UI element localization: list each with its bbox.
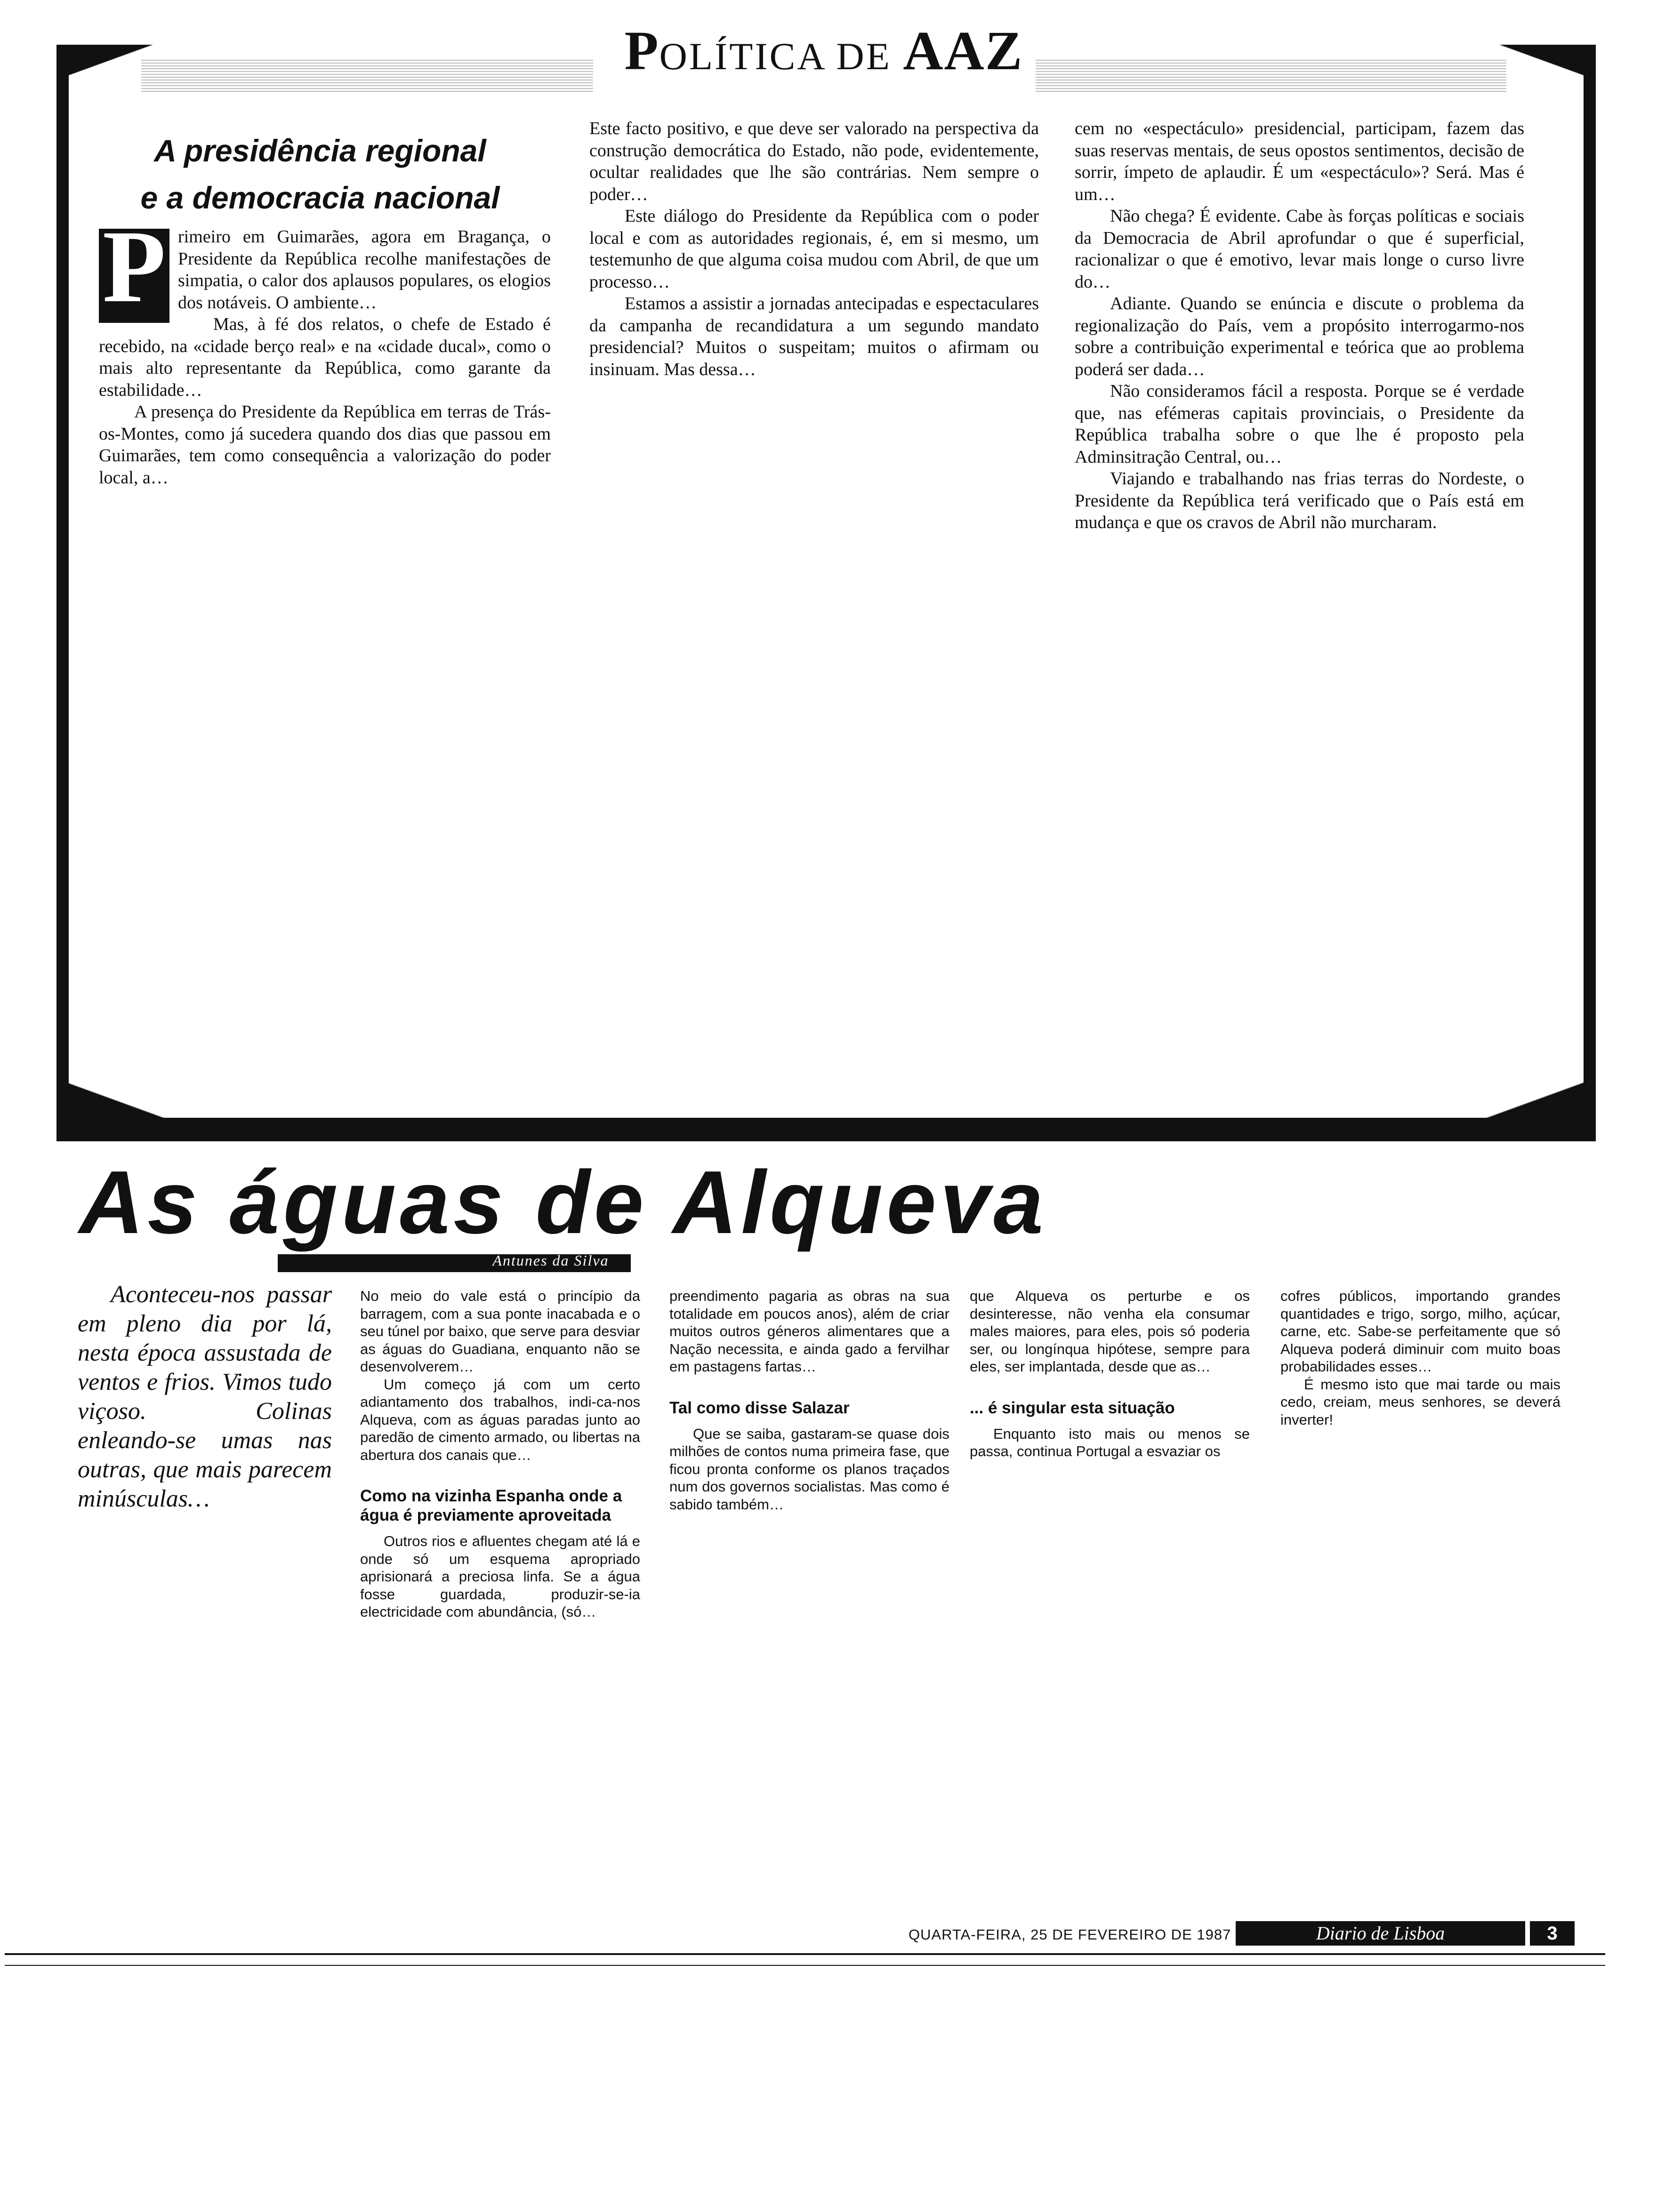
paragraph: Adiante. Quando se enúncia e discute o problema da regionalização do País, vem a propósito interrogarmo-nos sobre a contribuição experimental e teórica que ao problema poderá ser dada… <box>1075 294 1524 379</box>
bottom-rule <box>5 1953 1605 1955</box>
drop-cap: P <box>99 229 169 323</box>
paragraph: É mesmo isto que mai tarde ou mais cedo, creiam, meus senhores, se deverá inverter! <box>1280 1376 1560 1428</box>
editorial-column-1 <box>99 209 551 489</box>
article-column-3 <box>970 1287 1250 1460</box>
paragraph: Mas, à fé dos relatos, o chefe de Estado é recebido, na «cidade berço real» e na «cidade ducal», como o mais alto representante da República, como garante da estabilidade… <box>99 314 551 400</box>
paragraph: Enquanto isto mais ou menos se passa, continua Portugal a esvaziar os <box>970 1425 1250 1459</box>
paragraph: Não chega? É evidente. Cabe às forças políticas e sociais da Democracia de Abril aprofundar o que é superficial, racionalizar o que é emotivo, levar mais longe o curso livre do… <box>1075 206 1524 292</box>
header-hatch-left <box>141 59 593 92</box>
header-hatch-right <box>1036 59 1506 92</box>
paragraph: rimeiro em Guimarães, agora em Bragança, o Presidente da República recolhe manifestações de simpatia, o calor dos aplausos populares, os elogios dos notáveis. O ambiente… <box>178 227 551 313</box>
article-column-4 <box>1280 1287 1560 1428</box>
editorial-title: A presidência regional e a democracia nacional <box>140 133 500 215</box>
paragraph: preendimento pagaria as obras na sua totalidade em poucos anos), além de criar muitos outros géneros alimentares que a Nação necessita, e ainda gado a fervilhar em pastagens fartas… <box>669 1288 949 1375</box>
byline: Antunes da Silva <box>492 1252 609 1269</box>
paragraph: Outros rios e afluentes chegam até lá e onde só um esquema apropriado aprisionará a preciosa linfa. Se a água fosse guardada, produzir-se-ia electricidade com abundância, (só… <box>360 1533 640 1620</box>
footer-date: QUARTA-FEIRA, 25 DE FEVEREIRO DE 1987 <box>909 1926 1231 1943</box>
editorial-column-2 <box>589 118 1039 380</box>
article-column-1 <box>360 1287 640 1621</box>
page-number: 3 <box>1530 1921 1575 1946</box>
bottom-rule-thin <box>5 1965 1605 1966</box>
paragraph: Este facto positivo, e que deve ser valorado na perspectiva da construção democrática do Estado, não pode, evidentemente, ocultar realidades que lhe são contrárias. Nem sempre o poder… <box>589 119 1039 204</box>
paragraph: Um começo já com um certo adiantamento dos trabalhos, indi-ca-nos Alqueva, com as águas paradas junto ao paredão de cimento armado, ou libertas na abertura dos canais que… <box>360 1376 640 1463</box>
paragraph: cem no «espectáculo» presidencial, participam, fazem das suas reservas mentais, de seus opostos sentimentos, decisão de sorrir, ímpeto de aplaudir. É um «espectáculo»? Será. Mas é um… <box>1075 119 1524 204</box>
editorial-column-3 <box>1075 118 1524 534</box>
paragraph: cofres públicos, importando grandes quantidades e trigo, sorgo, milho, açúcar, carne, etc. Sabe-se perfeitamente que só Alqueva poderá diminuir com muito boas probabilidades esses… <box>1280 1288 1560 1375</box>
paragraph: Estamos a assistir a jornadas antecipadas e espectaculares da campanha de recandidatura a um segundo mandato presidencial? Muitos o suspeitam; muitos o afirmam ou insinuam. Mas dessa… <box>589 294 1039 379</box>
paragraph: que Alqueva os perturbe e os desinteresse, não venha ela consumar males maiores, para eles, pois só poderia ser, ou longínqua hipótese, sempre para eles, ser implantada, desde que as… <box>970 1288 1250 1375</box>
section-title: POLÍTICA DE AAZ <box>624 20 1023 81</box>
article-lead: Aconteceu-nos passar em pleno dia por lá, nesta época assustada de ventos e frios. Vimos tudo viçoso. Colinas enleando-se umas nas outras, que mais parecem minúsculas… <box>78 1281 332 1512</box>
subheading: Como na vizinha Espanha onde a água é previamente aproveitada <box>360 1487 622 1524</box>
article-headline: As águas de Alqueva <box>79 1153 1047 1252</box>
paragraph: Que se saiba, gastaram-se quase dois milhões de contos numa primeira fase, que ficou pronta conforme os planos traçados num dos governos socialistas. Mas como é sabido também… <box>669 1425 949 1513</box>
subheading: Tal como disse Salazar <box>669 1398 850 1417</box>
paragraph: A presença do Presidente da República em terras de Trás-os-Montes, como já sucedera quando dos dias que passou em Guimarães, tem como consequência a valorização do poder local, a… <box>99 402 551 488</box>
paragraph: Não consideramos fácil a resposta. Porque se é verdade que, nas efémeras capitais provinciais, o Presidente da República trabalha sobre o que lhe é proposto pela Adminsitração Central, ou… <box>1075 381 1524 467</box>
paragraph: No meio do vale está o princípio da barragem, com a sua ponte inacabada e o seu túnel por baixo, que serve para desviar as águas do Guadiana, enquanto não se desenvolverem… <box>360 1288 640 1375</box>
paragraph: Este diálogo do Presidente da República com o poder local e com as autoridades regionais, é, em si mesmo, um testemunho de que alguma coisa mudou com Abril, de que um processo… <box>589 206 1039 292</box>
subheading: ... é singular esta situação <box>970 1398 1175 1417</box>
article-column-2 <box>669 1287 949 1513</box>
newspaper-name: Diario de Lisboa <box>1236 1921 1525 1946</box>
paragraph: Viajando e trabalhando nas frias terras do Nordeste, o Presidente da República terá verificado que o País está em mudança e que os cravos de Abril não murcharam. <box>1075 469 1524 532</box>
